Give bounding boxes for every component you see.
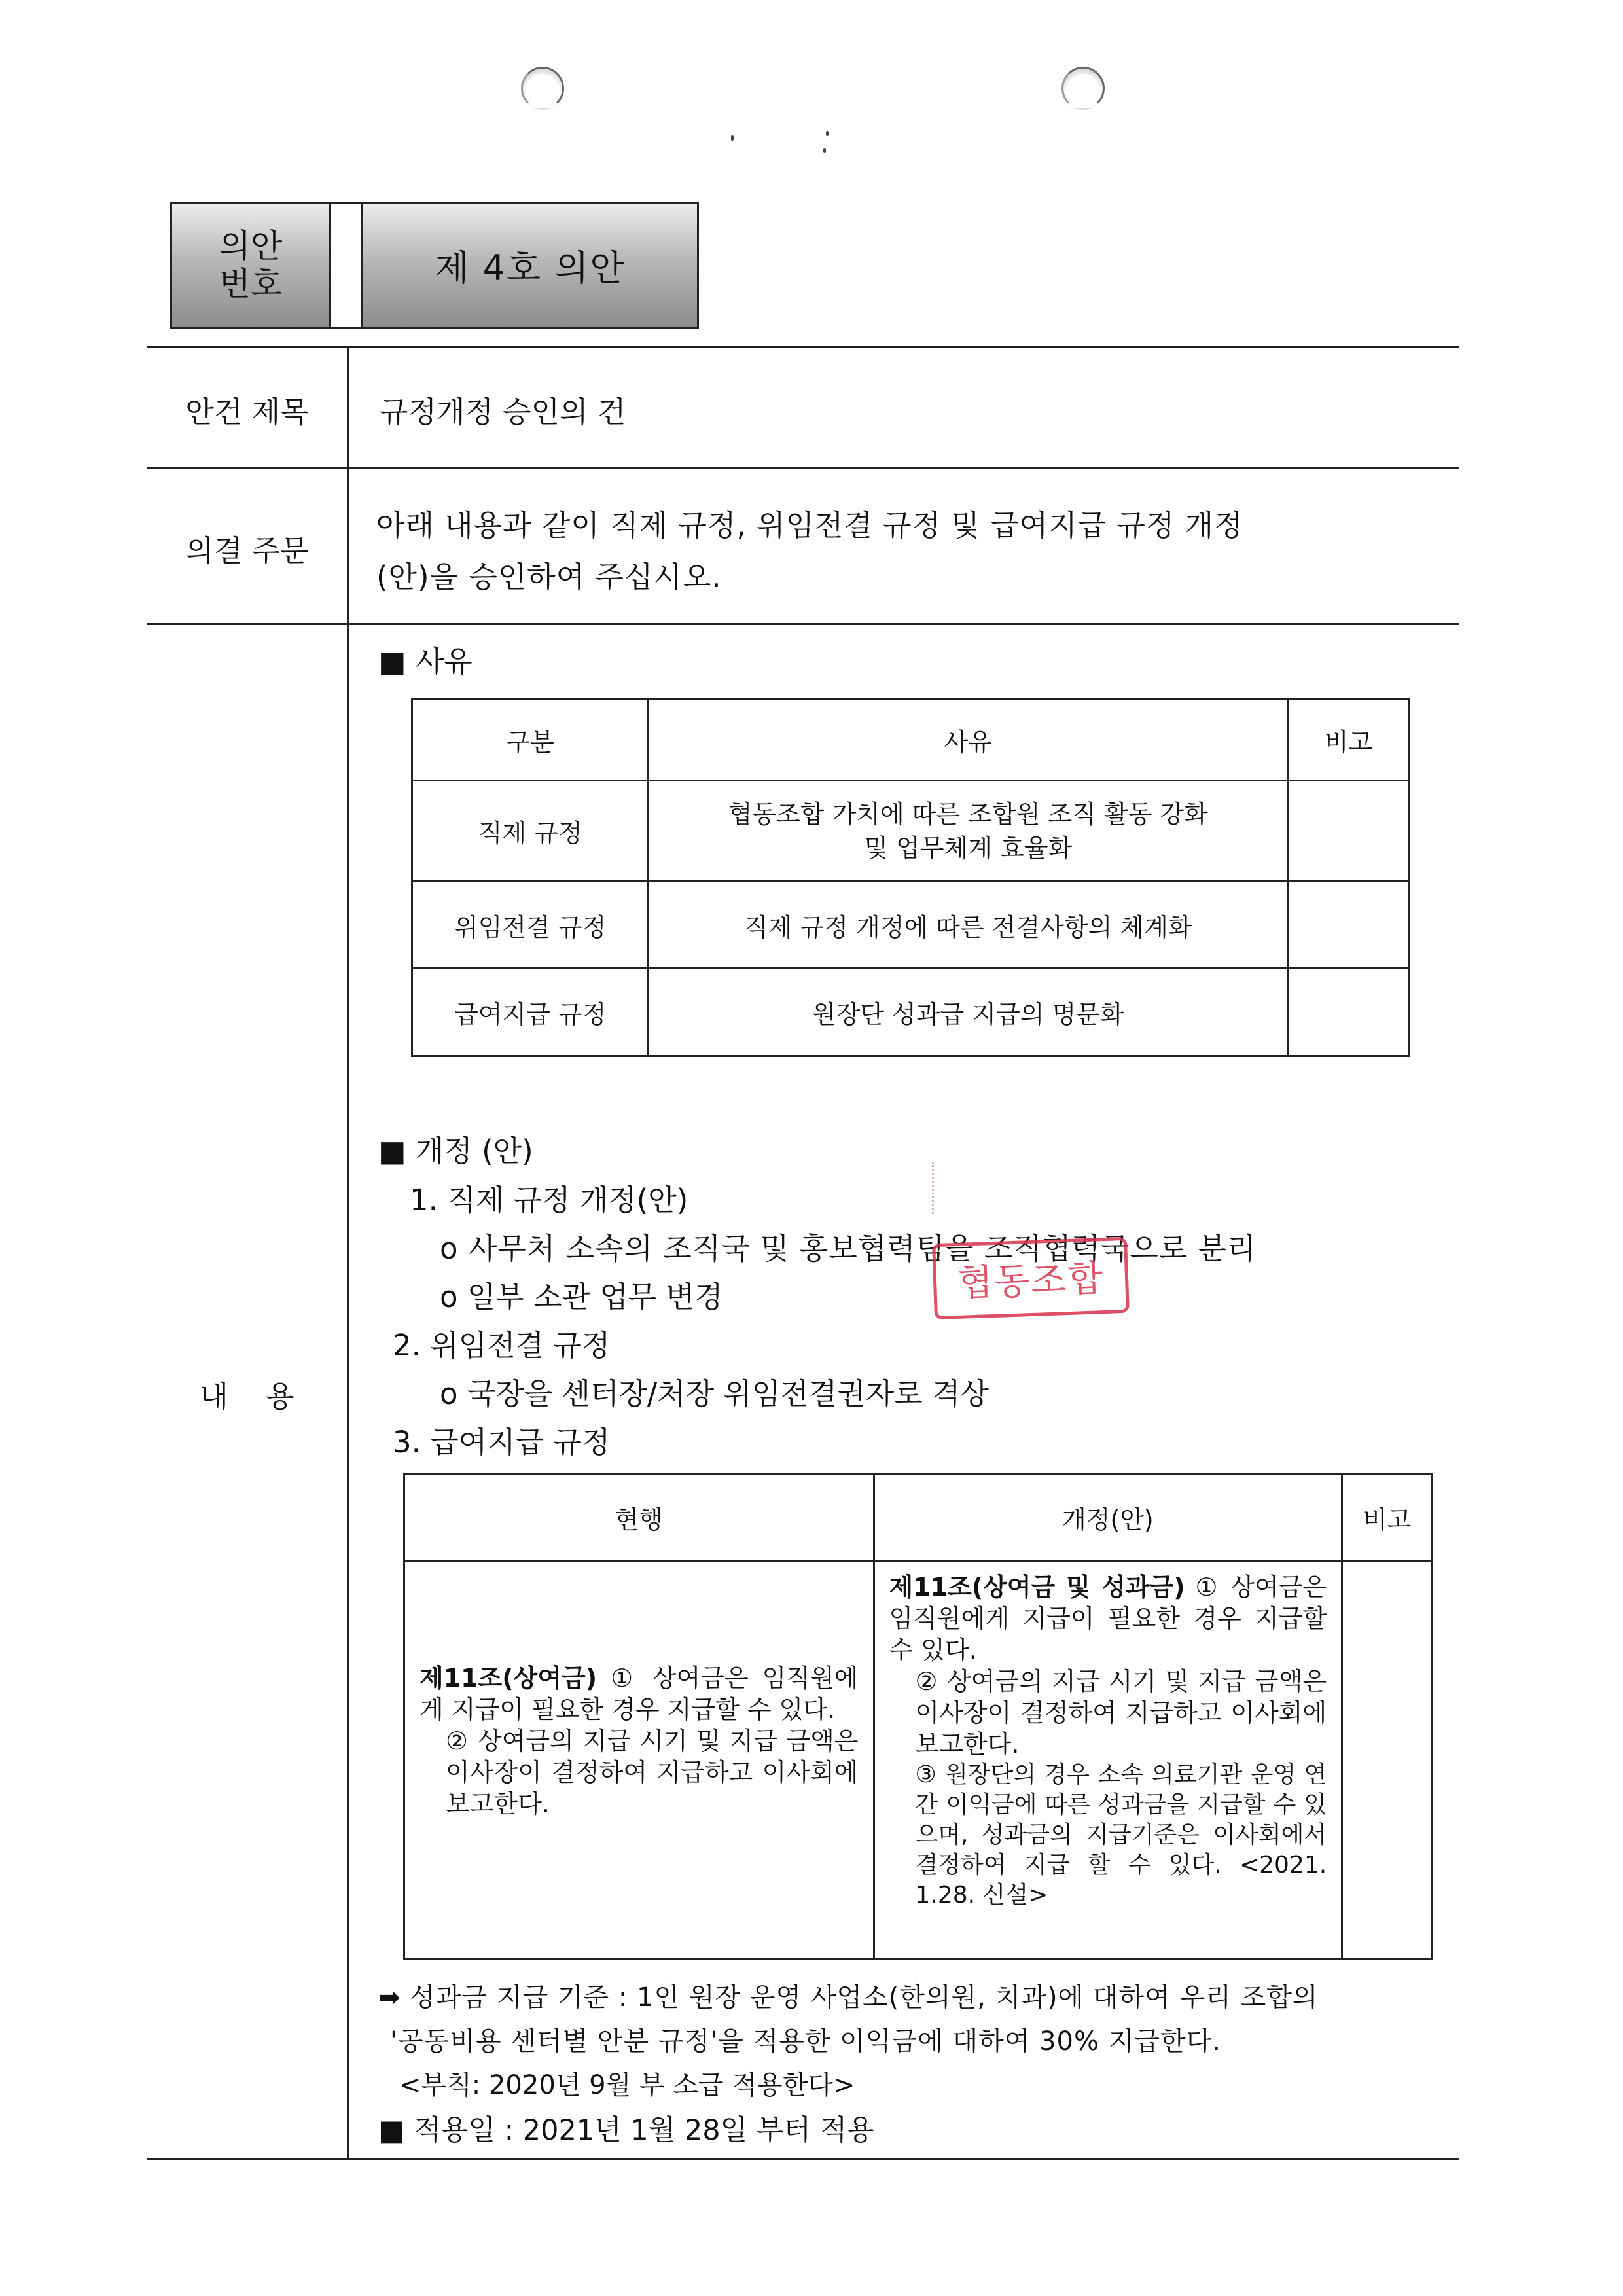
pay-current-cell [404, 1562, 874, 1960]
pay-revised-text [889, 1571, 1327, 1910]
scan-speck [731, 135, 734, 141]
cooperative-seal-stamp [932, 1237, 1130, 1319]
column-divider [347, 346, 349, 2160]
pay-revised-cell [874, 1562, 1342, 1960]
reason-heading: ■ 사유 [378, 644, 473, 679]
pay-revised-article: 제11조(상여금 및 성과금) [889, 1573, 1185, 1602]
punch-hole-right [1061, 67, 1105, 110]
reason-note [1288, 882, 1410, 969]
subject-value: 규정개정 승인의 건 [380, 395, 626, 429]
pay-revised-p2: ② 상여금의 지급 시기 및 지급 금액은 이사장이 결정하여 지급하고 이사회에 보고한다. [915, 1667, 1327, 1759]
amendment-item-3-title: 3. 급여지급 규정 [393, 1425, 611, 1460]
reason-category: 급여지급 규정 [412, 969, 649, 1056]
reason-text-line: 협동조합 가치에 따른 조합원 조직 활동 강화 [728, 799, 1208, 829]
pay-revised-p3: ③ 원장단의 경우 소속 의료기관 운영 연간 이익금에 따른 성과금을 지급할 수 있으며, 성과금의 지급기준은 이사회에서 결정하여 지급 할 수 있다. <2021. 1.28. 신설> [915, 1761, 1327, 1909]
amendment-heading: ■ 개정 (안) [378, 1134, 533, 1168]
agenda-number-label-text: 의안 번호 [219, 227, 283, 303]
seal-text: 협동조합 [956, 1257, 1105, 1305]
reason-text [649, 781, 1288, 882]
pay-header-revised: 개정(안) [874, 1474, 1342, 1562]
rule-bottom [147, 2158, 1459, 2160]
scan-speck [823, 148, 826, 153]
resolution-line-1: 아래 내용과 같이 직제 규정, 위임전결 규정 및 급여지급 규정 개정 [376, 508, 1243, 543]
rule-after-resolution [147, 623, 1459, 625]
punch-hole-left [521, 67, 564, 110]
reason-text-line: 및 업무체계 효율화 [864, 833, 1073, 863]
reason-header-reason: 사유 [649, 700, 1288, 781]
pay-regulation-table [403, 1473, 1433, 1960]
amendment-item-1-bullet-1: o 사무처 소속의 조직국 및 홍보협력팀을 조직협력국으로 분리 [440, 1231, 1257, 1266]
agenda-number-label [172, 204, 329, 327]
pay-header-note: 비고 [1342, 1474, 1433, 1562]
amendment-item-1-title: 1. 직제 규정 개정(안) [410, 1183, 688, 1217]
reason-category: 위임전결 규정 [412, 882, 649, 969]
resolution-label: 의결 주문 [185, 533, 309, 568]
reason-table [411, 698, 1410, 1057]
agenda-number-value: 제 4호 의안 [363, 204, 697, 327]
reason-table-header [412, 700, 1410, 781]
amendment-item-2-bullet-1: o 국장을 센터장/처장 위임전결권자로 격상 [440, 1376, 989, 1411]
pay-header-current: 현행 [404, 1474, 874, 1562]
content-label: 내 용 [200, 1379, 294, 1414]
pay-note-cell [1342, 1562, 1433, 1960]
amendment-item-1-bullet-2: o 일부 소관 업무 변경 [440, 1280, 723, 1314]
scan-speck [826, 131, 829, 136]
table-row [412, 969, 1410, 1056]
reason-note [1288, 781, 1410, 882]
subject-label: 안건 제목 [185, 395, 309, 429]
reason-text: 직제 규정 개정에 따른 전결사항의 체계화 [649, 882, 1288, 969]
reason-header-category: 구분 [412, 700, 649, 781]
table-row [412, 781, 1410, 882]
pay-table-header [404, 1474, 1433, 1562]
bonus-criteria-line-1: ➡ 성과금 지급 기준 : 1인 원장 운영 사업소(한의원, 치과)에 대하여 우리 조합의 [378, 1982, 1319, 2013]
effective-date: ■ 적용일 : 2021년 1월 28일 부터 적용 [378, 2114, 874, 2147]
amendment-item-2-title: 2. 위임전결 규정 [393, 1328, 611, 1363]
resolution-line-2: (안)을 승인하여 주십시오. [376, 560, 722, 594]
seal-mark-trace [932, 1162, 960, 1214]
rule-top [147, 346, 1459, 348]
pay-current-text [419, 1662, 859, 1820]
bonus-criteria-line-2: '공동비용 센터별 안분 규정'을 적용한 이익금에 대하여 30% 지급한다. [390, 2026, 1221, 2056]
agenda-box-divider [329, 204, 363, 327]
supplementary-provision: <부칙: 2020년 9월 부 소급 적용한다> [399, 2070, 855, 2100]
pay-current-p1: ① 상여금은 임직원에게 지급이 필요한 경우 지급할 수 있다. [419, 1663, 859, 1724]
rule-after-subject [147, 467, 1459, 469]
reason-note [1288, 969, 1410, 1056]
agenda-number-box [170, 202, 699, 329]
pay-current-p2: ② 상여금의 지급 시기 및 지급 금액은 이사장이 결정하여 지급하고 이사회에 보고한다. [446, 1726, 859, 1818]
reason-text: 원장단 성과급 지급의 명문화 [649, 969, 1288, 1056]
table-row [412, 882, 1410, 969]
pay-current-article: 제11조(상여금) [419, 1663, 597, 1693]
reason-category: 직제 규정 [412, 781, 649, 882]
reason-header-note: 비고 [1288, 700, 1410, 781]
pay-revised-p1: ① 상여금은 임직원에게 지급이 필요한 경우 지급할 수 있다. [889, 1573, 1327, 1664]
table-row [404, 1562, 1433, 1960]
